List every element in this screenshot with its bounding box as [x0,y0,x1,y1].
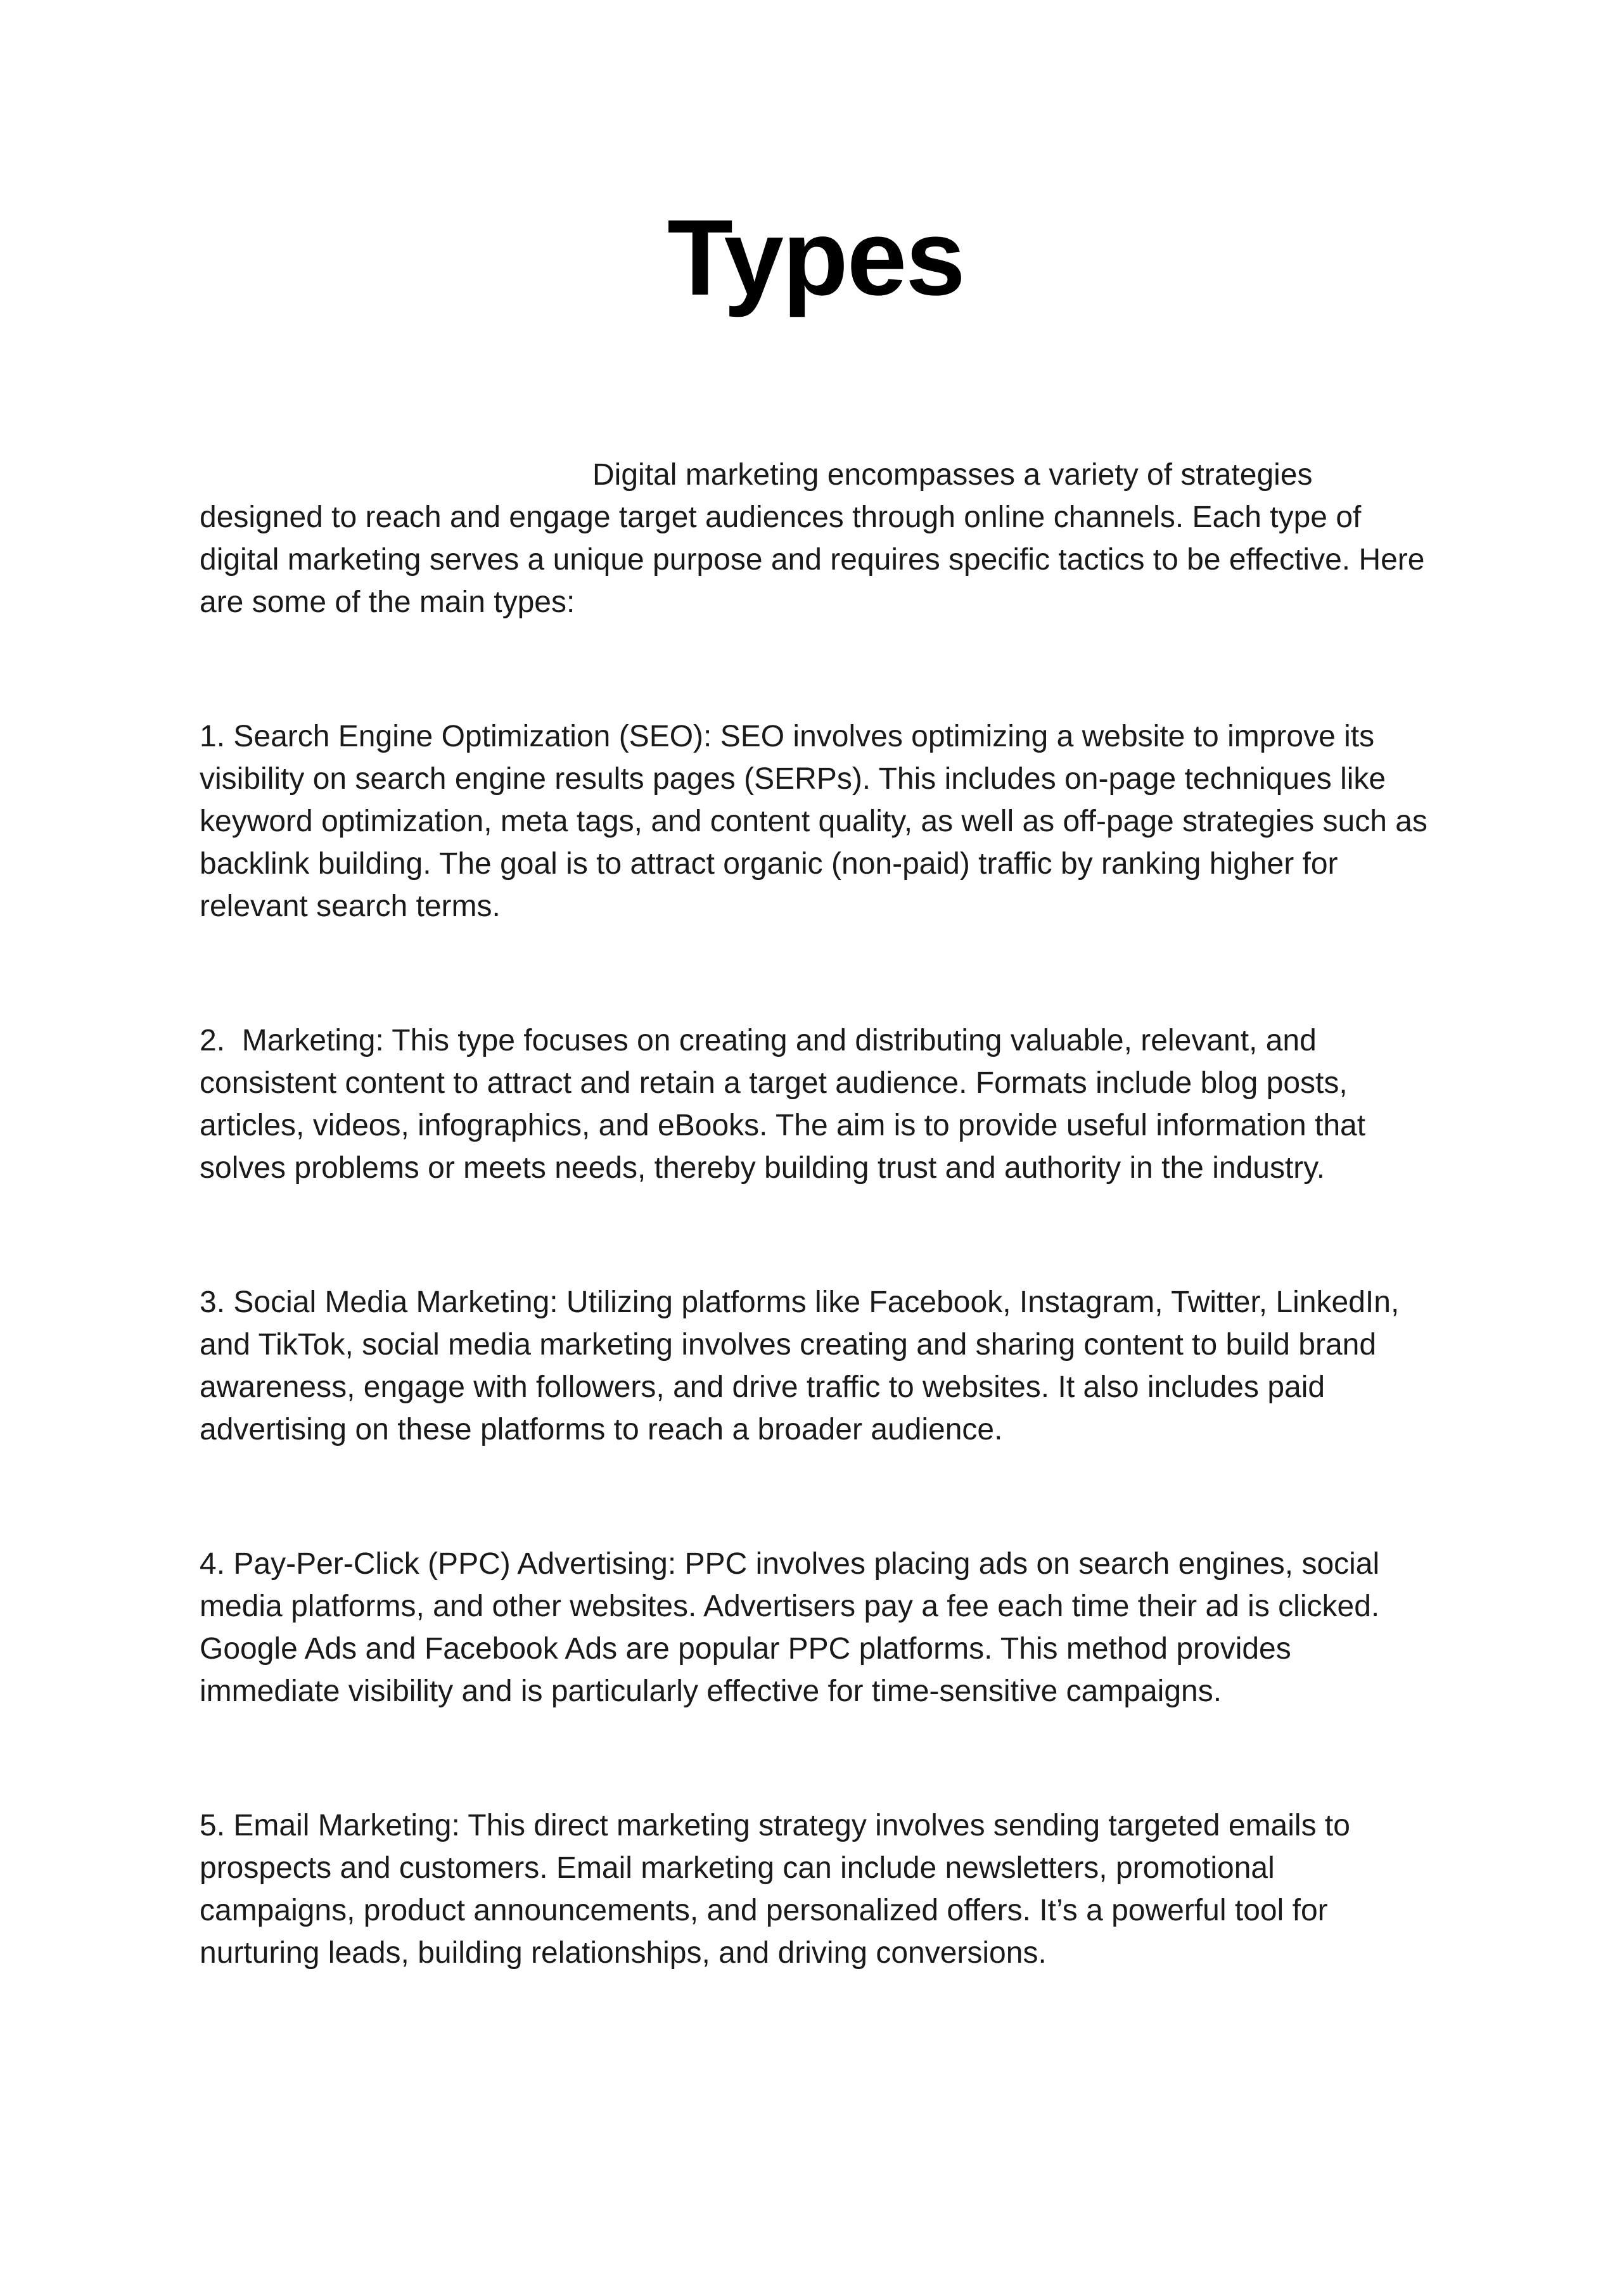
list-item-email-marketing: 5. Email Marketing: This direct marketing strategy involves sending targeted emails to prospects and customers. Email marketing can include newsletters, promotional campaigns, product announcements, and personalized offers. It’s a powerful tool for nurturing leads, building relationships, and driving conversions. [200,1808,1359,1970]
list-item-social-media-marketing: 3. Social Media Marketing: Utilizing platforms like Facebook, Instagram, Twitter, LinkedIn, and TikTok, social media marketing involves creating and sharing content to build brand awareness, engage with followers, and drive traffic to websites. It also includes paid advertising on these platforms to reach a broader audience. [200,1285,1408,1446]
document-title: Types [667,198,964,318]
list-item-seo: 1. Search Engine Optimization (SEO): SEO involves optimizing a website to improve its visibility on search engine results pages (SERPs). This includes on-page techniques like keyword optimization, meta tags, and content quality, as well as off-page strategies such as backlink building. The goal is to attract organic (non-paid) traffic by ranking higher for relevant search terms. [200,719,1436,923]
list-item-ppc-advertising: 4. Pay-Per-Click (PPC) Advertising: PPC involves placing ads on search engines, social media platforms, and other websites. Advertisers pay a fee each time their ad is clicked. Google Ads and Facebook Ads are popular PPC platforms. This method provides immediate visibility and is particularly effective for time-sensitive campaigns. [200,1547,1388,1708]
intro-paragraph: Digital marketing encompasses a variety of strategies designed to reach and engage target audiences through online channels. Each type of digital marketing serves a unique purpose and requires specific tactics to be effective. Here are some of the main types: [200,457,1433,619]
list-item-content-marketing: 2. Marketing: This type focuses on creating and distributing valuable, relevant, and consistent content to attract and retain a target audience. Formats include blog posts, articles, videos, infographics, and eBooks. The aim is to provide useful information that solves problems or meets needs, thereby building trust and authority in the industry. [200,1023,1374,1185]
